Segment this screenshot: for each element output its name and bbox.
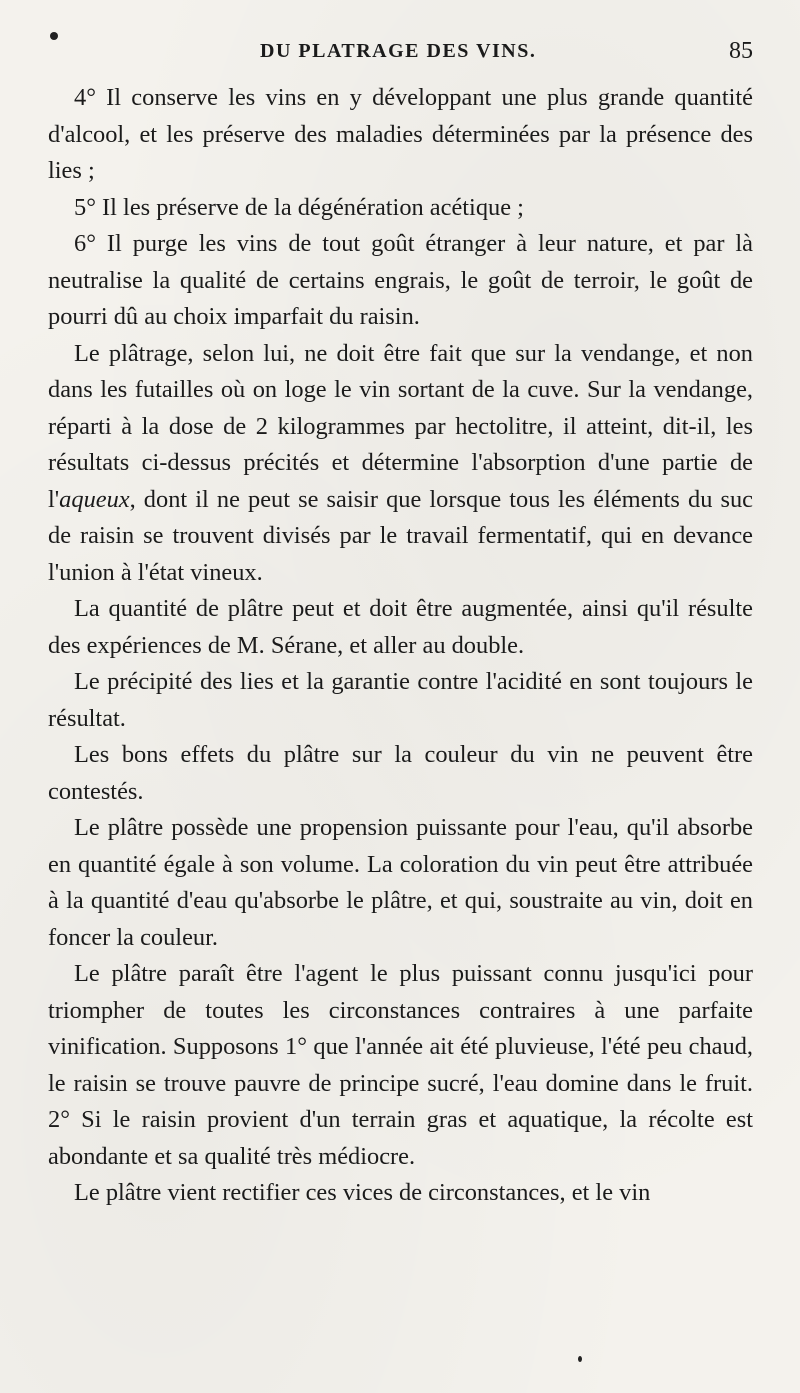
paragraph: Le plâtre vient rectifier ces vices de circonstances, et le vin <box>74 1179 651 1206</box>
paragraph: 6° Il purge les vins de tout goût étranger à leur nature, et par là neutralise la qualité de certains engrais, le goût de terroir, le goût de pourri dû au choix imparfait du raisin. <box>48 230 753 330</box>
body-text <box>48 80 753 1212</box>
paragraph: Les bons effets du plâtre sur la couleur du vin ne peuvent être contestés. <box>48 741 753 805</box>
paragraph-text: Le plâtrage, selon lui, ne doit être fait que sur la vendange, et non dans les futailles où on loge le vin sortant de la cuve. Sur la vendange, réparti à la dose de 2 kilogrammes par hectolitre, il atteint, dit-il, les résultats ci-dessus précités et détermine l'absorption d'une partie de l' <box>48 339 753 513</box>
paragraph-text: , dont il ne peut se saisir que lorsque tous les éléments du suc de raisin se trouvent divisés par le travail fermentatif, qui en devance l'union à l'état vineux. <box>48 485 753 586</box>
paragraph <box>48 336 753 592</box>
paragraph: Le plâtre paraît être l'agent le plus puissant connu jusqu'ici pour triompher de toutes les circonstances contraires à une parfaite vinification. Supposons 1° que l'année ait été pluvieuse, l'été peu chaud, le raisin se trouve pauvre de principe sucré, l'eau domine dans le fruit. 2° Si le raisin provient d'un terrain gras et aquatique, la récolte est abondante et sa qualité très médiocre. <box>48 960 753 1170</box>
running-title: DU PLATRAGE DES VINS. <box>260 40 537 62</box>
paragraph: 4° Il conserve les vins en y développant une plus grande quantité d'alcool, et les préserve des maladies déterminées par la présence des lies ; <box>48 84 753 184</box>
ink-speck <box>578 1356 582 1362</box>
page-header <box>48 36 753 68</box>
paragraph: 5° Il les préserve de la dégénération acétique ; <box>74 193 524 221</box>
paragraph: La quantité de plâtre peut et doit être augmentée, ainsi qu'il résulte des expériences de M. Sérane, et aller au double. <box>48 595 753 659</box>
paragraph: Le plâtre possède une propension puissante pour l'eau, qu'il absorbe en quantité égale à son volume. La coloration du vin peut être attribuée à la quantité d'eau qu'absorbe le plâtre, et qui, soustraite au vin, doit en foncer la couleur. <box>48 814 753 951</box>
italic-term: aqueux <box>59 485 130 513</box>
paragraph: Le précipité des lies et la garantie contre l'acidité en sont toujours le résultat. <box>48 668 753 732</box>
page-number: 85 <box>729 38 753 64</box>
